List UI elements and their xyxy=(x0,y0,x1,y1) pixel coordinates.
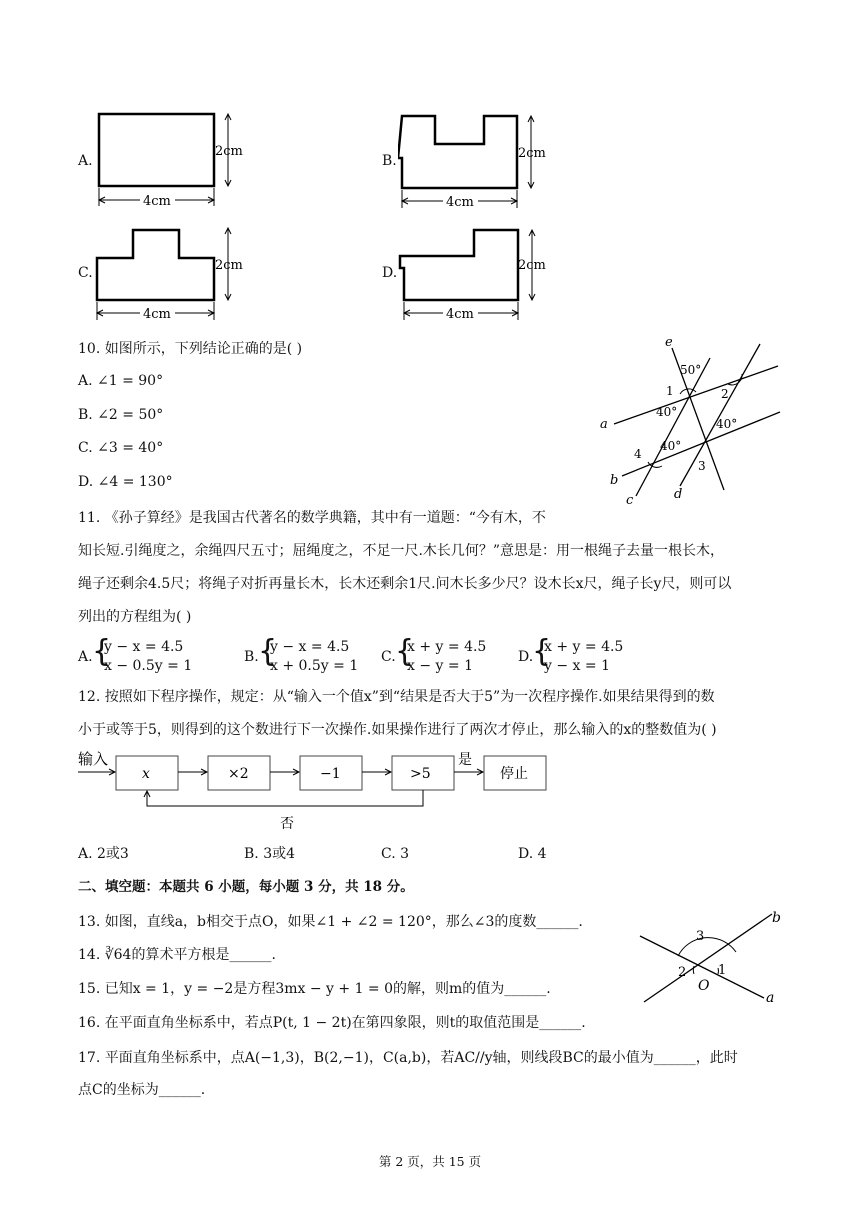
q14-text: 14. ∛64的算术平方根是______. xyxy=(78,947,276,963)
svg-text:>5: >5 xyxy=(410,766,431,782)
option-label: C. xyxy=(381,649,396,665)
label-4: 4 xyxy=(634,447,642,461)
equation: x + 0.5y = 1 xyxy=(270,658,359,674)
label-1: 1 xyxy=(718,963,727,978)
q10-option-a: A. ∠1 = 90° xyxy=(78,373,164,389)
q11-line3: 绳子还剩余4.5尺；将绳子对折再量长木，长木还剩余1尺.问木长多少尺？设木长x尺，绳子长y尺，则可以 xyxy=(78,576,732,592)
q13-text: 13. 如图，直线a，b相交于点O，如果∠1 + ∠2 = 120°，那么∠3的度数______. xyxy=(78,914,583,930)
equation: x + y = 4.5 xyxy=(544,639,624,655)
q10-option-d: D. ∠4 = 130° xyxy=(78,474,173,490)
q11-line2: 知长短.引绳度之，余绳四尺五寸；屈绳度之，不足一尺.木长几何？”意思是：用一根绳子去量一根长木， xyxy=(78,543,725,559)
equation: x + y = 4.5 xyxy=(407,639,487,655)
q12-option-b: B. 3或4 xyxy=(244,846,296,862)
q10-figure xyxy=(596,336,786,508)
equation: y − x = 1 xyxy=(544,658,610,674)
q17-line2: 点C的坐标为______. xyxy=(78,1082,206,1098)
label-a: a xyxy=(600,417,608,432)
brace-icon: { xyxy=(258,634,278,669)
q12-flowchart xyxy=(74,744,554,836)
q10-option-b: B. ∠2 = 50° xyxy=(78,407,164,423)
label-2: 2 xyxy=(721,387,729,401)
equation: y − x = 4.5 xyxy=(270,639,350,655)
label-c: c xyxy=(626,493,634,508)
option-label: D. xyxy=(518,649,534,665)
svg-text:×2: ×2 xyxy=(228,766,249,782)
label-40deg-a: 40° xyxy=(656,405,678,419)
label-b: b xyxy=(610,473,619,488)
q15-text: 15. 已知x = 1，y = −2是方程3mx − y + 1 = 0的解，则m的值为______. xyxy=(78,981,551,997)
label-b: b xyxy=(772,910,781,926)
label-d: d xyxy=(674,487,683,502)
brace-icon: { xyxy=(92,634,112,669)
svg-text:停止: 停止 xyxy=(500,766,528,782)
svg-text:−1: −1 xyxy=(320,766,341,782)
no-label: 否 xyxy=(280,816,294,832)
q12-option-d: D. 4 xyxy=(518,846,547,862)
q12-option-a: A. 2或3 xyxy=(78,846,129,862)
dim-w: 4cm xyxy=(143,307,171,322)
q12-option-c: C. 3 xyxy=(381,846,410,862)
dim-h: 2cm xyxy=(518,146,546,161)
label-40deg-b: 40° xyxy=(716,417,738,431)
label-e: e xyxy=(665,336,673,350)
svg-text:x: x xyxy=(142,766,150,782)
option-label: B. xyxy=(382,153,397,169)
label-3: 3 xyxy=(696,929,705,944)
dim-h: 2cm xyxy=(215,258,243,273)
label-50deg: 50° xyxy=(680,363,702,377)
page-footer: 第 2 页，共 15 页 xyxy=(378,1154,482,1169)
q10-option-c: C. ∠3 = 40° xyxy=(78,440,164,456)
equation: x − 0.5y = 1 xyxy=(104,658,193,674)
label-1: 1 xyxy=(666,384,674,398)
brace-icon: { xyxy=(395,634,415,669)
label-2: 2 xyxy=(678,965,687,980)
yes-label: 是 xyxy=(458,752,472,768)
label-40deg-c: 40° xyxy=(660,439,682,453)
option-label: C. xyxy=(78,265,93,281)
label-3: 3 xyxy=(698,459,706,473)
q13-figure xyxy=(636,908,786,1008)
shape-c-figure xyxy=(95,222,250,324)
label-O: O xyxy=(698,978,710,994)
dim-h: 2cm xyxy=(518,258,546,273)
input-label: 输入 xyxy=(78,750,109,768)
equation: y − x = 4.5 xyxy=(104,639,184,655)
dim-w: 4cm xyxy=(446,307,474,322)
label-a: a xyxy=(766,990,775,1006)
option-label: D. xyxy=(382,265,398,281)
q12-line2: 小于或等于5，则得到的这个数进行下一次操作.如果操作进行了两次才停止，那么输入的x的整数值为( ) xyxy=(78,722,717,738)
dim-h: 2cm xyxy=(215,144,243,159)
option-label: A. xyxy=(78,153,93,169)
brace-icon: { xyxy=(532,634,552,669)
dim-w: 4cm xyxy=(143,194,171,209)
option-label: A. xyxy=(78,649,93,665)
dim-w: 4cm xyxy=(446,195,474,210)
q10-stem: 10. 如图所示，下列结论正确的是( ) xyxy=(78,341,303,357)
equation: x − y = 1 xyxy=(407,658,473,674)
option-label: B. xyxy=(244,649,259,665)
q12-line1: 12. 按照如下程序操作，规定：从“输入一个值x”到“结果是否大于5”为一次程序操作.如果结果得到的数 xyxy=(78,689,715,705)
q11-line4: 列出的方程组为( ) xyxy=(78,609,192,625)
shape-a-figure xyxy=(95,108,250,210)
shape-d-figure xyxy=(398,222,553,324)
shape-b-figure xyxy=(398,108,553,210)
q17-line1: 17. 平面直角坐标系中，点A(−1,3)，B(2,−1)，C(a,b)，若AC//y轴，则线段BC的最小值为______，此时 xyxy=(78,1050,738,1066)
q16-text: 16. 在平面直角坐标系中，若点P(t, 1 − 2t)在第四象限，则t的取值范围是______. xyxy=(78,1015,586,1031)
q11-line1: 11. 《孙子算经》是我国古代著名的数学典籍，其中有一道题：“今有木，不 xyxy=(78,510,546,526)
section-heading: 二、填空题：本题共 6 小题，每小题 3 分，共 18 分。 xyxy=(78,879,414,895)
